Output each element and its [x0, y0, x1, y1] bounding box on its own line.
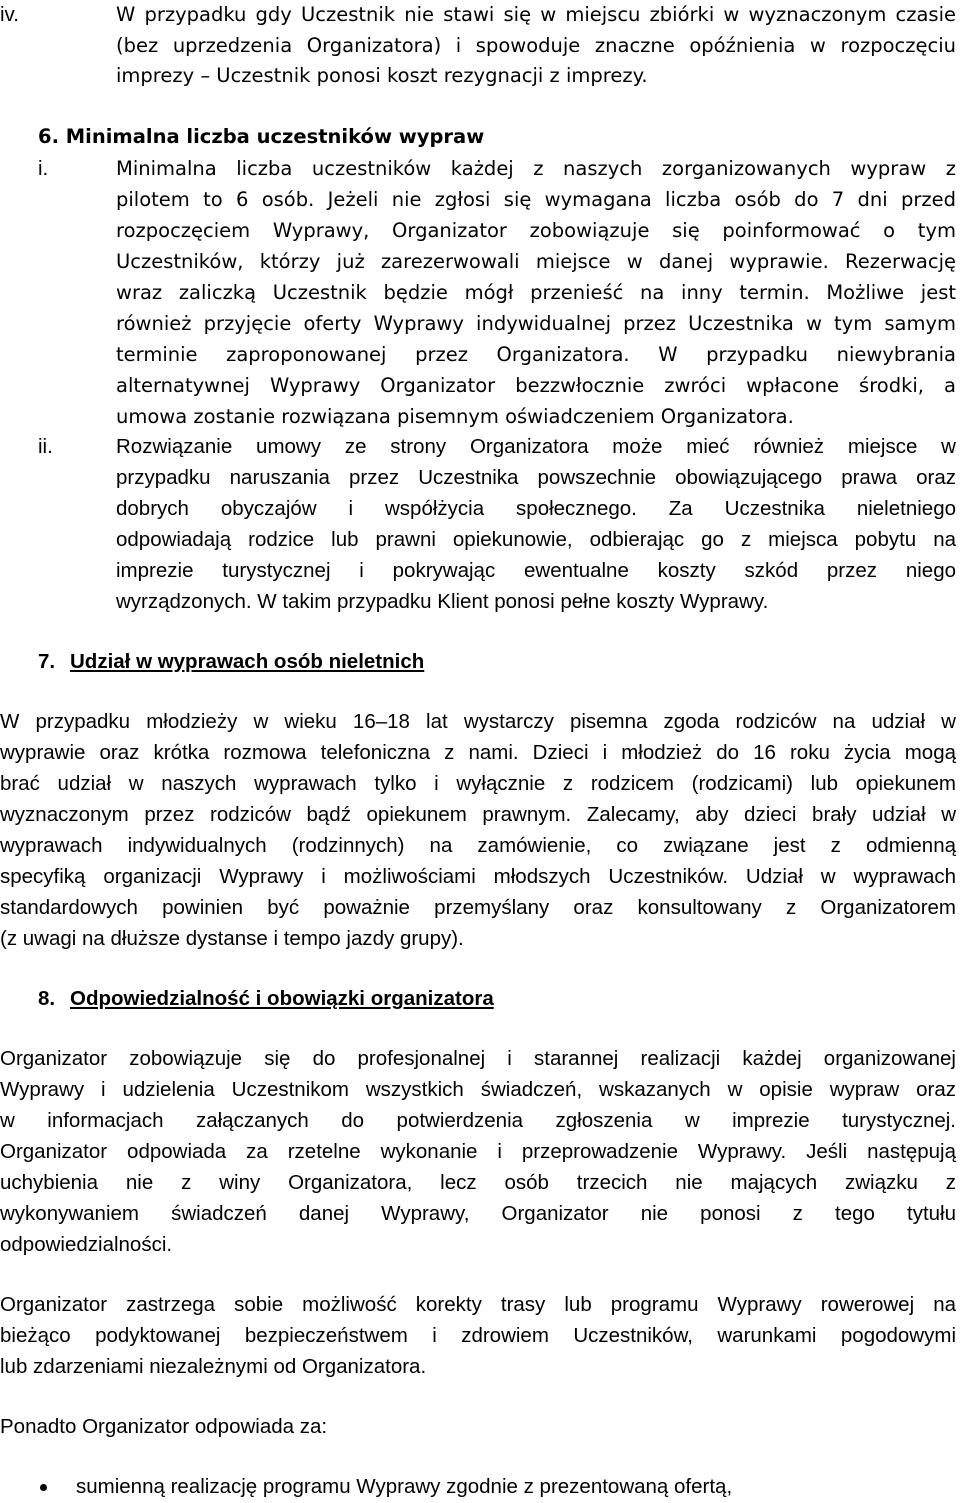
paragraph-line: W przypadku młodzieży w wieku 16–18 lat wystarczy pisemna zgoda rodziców na udział w: [0, 710, 956, 733]
section-title: Odpowiedzialność i obowiązki organizatora: [70, 987, 494, 1010]
paragraph-line: Minimalna liczba uczestników każdej z naszych zorganizowanych wypraw z: [116, 157, 956, 180]
paragraph-line: Organizator odpowiada za rzetelne wykonanie i przeprowadzenie Wyprawy. Jeśli następują: [0, 1140, 956, 1163]
paragraph-line: w informacjach załączanych do potwierdzenia zgłoszenia w imprezie turystycznej.: [0, 1109, 956, 1132]
paragraph-line: bieżąco podyktowanej bezpieczeństwem i zdrowiem Uczestników, warunkami pogodowymi: [0, 1324, 956, 1347]
section-heading: [38, 986, 494, 1012]
section-number: 8.: [38, 987, 56, 1010]
paragraph-line: wyprawie oraz krótka rozmowa telefoniczna z nami. Dzieci i młodzież do 16 roku życia mogą: [0, 741, 956, 764]
paragraph-line: standardowych powinien być poważnie przemyślany oraz konsultowany z Organizatorem: [0, 896, 956, 919]
paragraph-line: również przyjęcie oferty Wyprawy indywidualnej przez Uczestnika w tym samym: [116, 312, 956, 335]
paragraph-line: wyznaczonym przez rodziców bądź opiekunem prawnym. Zalecamy, aby dzieci brały udział w: [0, 803, 956, 826]
paragraph-line: Rozwiązanie umowy ze strony Organizatora może mieć również miejsce w: [116, 435, 956, 458]
paragraph-line: brać udział w naszych wyprawach tylko i wyłącznie z rodzicem (rodzicami) lub opiekunem: [0, 772, 956, 795]
bullet-icon: [40, 1484, 47, 1491]
paragraph-line: Uczestników, którzy już zarezerwowali miejsce w danej wyprawie. Rezerwację: [116, 250, 956, 273]
paragraph-line: Ponadto Organizator odpowiada za:: [0, 1415, 328, 1438]
paragraph-line: alternatywnej Wyprawy Organizator bezzwłocznie zwróci wpłacone środki, a: [116, 374, 956, 397]
section-title: Udział w wyprawach osób nieletnich: [70, 650, 425, 673]
section-heading: 6. Minimalna liczba uczestników wypraw: [38, 125, 485, 148]
paragraph-line: dobrych obyczajów i współżycia społecznego. Za Uczestnika nieletniego: [116, 497, 956, 520]
section-number: 7.: [38, 650, 56, 673]
list-marker: ii.: [38, 435, 53, 458]
list-marker: iv.: [0, 3, 19, 26]
list-marker: i.: [38, 157, 49, 180]
paragraph-line: Organizator zastrzega sobie możliwość korekty trasy lub programu Wyprawy rowerowej na: [0, 1293, 956, 1316]
paragraph-line: wyprawach indywidualnych (rodzinnych) na zamówienie, co związane jest z odmienną: [0, 834, 956, 857]
paragraph-line: terminie zaproponowanej przez Organizatora. W przypadku niewybrania: [116, 343, 956, 366]
paragraph-line: imprezy – Uczestnik ponosi koszt rezygnacji z imprezy.: [116, 64, 648, 87]
paragraph-line: (bez uprzedzenia Organizatora) i spowoduje znaczne opóźnienia w rozpoczęciu: [116, 34, 956, 57]
paragraph-line: W przypadku gdy Uczestnik nie stawi się w miejscu zbiórki w wyznaczonym czasie: [116, 3, 956, 26]
paragraph-line: odpowiadają rodzice lub prawni opiekunowie, odbierając go z miejsca pobytu na: [116, 528, 956, 551]
paragraph-line: Wyprawy i udzielenia Uczestnikom wszystkich świadczeń, wskazanych w opisie wypraw oraz: [0, 1078, 956, 1101]
paragraph-line: rozpoczęciem Wyprawy, Organizator zobowiązuje się poinformować o tym: [116, 219, 956, 242]
bullet-item: sumienną realizację programu Wyprawy zgodnie z prezentowaną ofertą,: [76, 1475, 733, 1498]
section-heading: [38, 649, 424, 675]
paragraph-line: wyrządzonych. W takim przypadku Klient ponosi pełne koszty Wyprawy.: [116, 590, 769, 613]
paragraph-line: przypadku naruszania przez Uczestnika powszechnie obowiązującego prawa oraz: [116, 466, 956, 489]
paragraph-line: odpowiedzialności.: [0, 1233, 173, 1256]
paragraph-line: Organizator zobowiązuje się do profesjonalnej i starannej realizacji każdej organizowanej: [0, 1047, 956, 1070]
paragraph-line: specyfiką organizacji Wyprawy i możliwościami młodszych Uczestników. Udział w wyprawach: [0, 865, 956, 888]
paragraph-line: uchybienia nie z winy Organizatora, lecz osób trzecich nie mających związku z: [0, 1171, 956, 1194]
paragraph-line: wraz zaliczką Uczestnik będzie mógł przenieść na inny termin. Możliwe jest: [116, 281, 956, 304]
paragraph-line: umowa zostanie rozwiązana pisemnym oświadczeniem Organizatora.: [116, 405, 794, 428]
paragraph-line: wykonywaniem świadczeń danej Wyprawy, Organizator nie ponosi z tego tytułu: [0, 1202, 956, 1225]
paragraph-line: (z uwagi na dłuższe dystanse i tempo jazdy grupy).: [0, 927, 464, 950]
paragraph-line: lub zdarzeniami niezależnymi od Organizatora.: [0, 1355, 427, 1378]
paragraph-line: pilotem to 6 osób. Jeżeli nie zgłosi się wymagana liczba osób do 7 dni przed: [116, 188, 956, 211]
paragraph-line: imprezie turystycznej i pokrywając ewentualne koszty szkód przez niego: [116, 559, 956, 582]
